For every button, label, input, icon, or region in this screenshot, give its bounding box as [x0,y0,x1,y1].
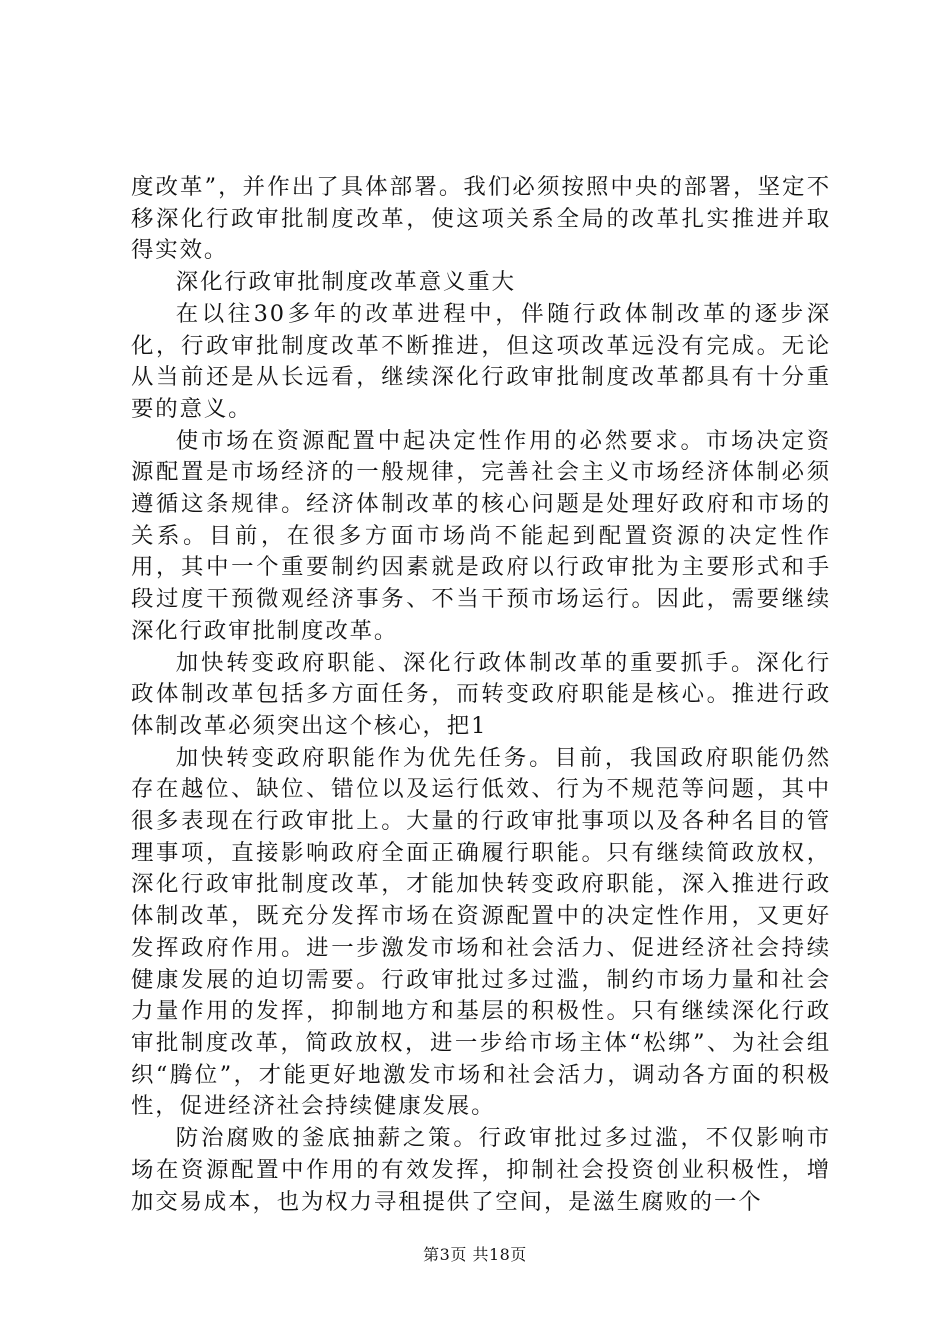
section-heading: 深化行政审批制度改革意义重大 [175,269,516,296]
paragraph: 在以往30多年的改革进程中，伴随行政体制改革的逐步深化，行政审批制度改革不断推进，但这项改革远没有完成。无论从当前还是从长远看，继续深化行政审批制度改革都具有十分重要的意义。 [131,300,831,422]
paragraph: 加快转变政府职能、深化行政体制改革的重要抓手。深化行政体制改革包括多方面任务，而转变政府职能是核心。推进行政体制改革必须突出这个核心，把1 [131,649,831,739]
page-number-footer: 第3页 共18页 [423,1245,527,1264]
paragraph: 使市场在资源配置中起决定性作用的必然要求。市场决定资源配置是市场经济的一般规律，完善社会主义市场经济体制必须遵循这条规律。经济体制改革的核心问题是处理好政府和市场的关系。目前，在很多方面市场尚不能起到配置资源的决定性作用，其中一个重要制约因素就是政府以行政审批为主要形式和手段过度干预微观经济事务、不当干预市场运行。因此，需要继续深化行政审批制度改革。 [131,427,831,644]
paragraph: 加快转变政府职能作为优先任务。目前，我国政府职能仍然存在越位、缺位、错位以及运行低效、行为不规范等问题，其中很多表现在行政审批上。大量的行政审批事项以及各种名目的管理事项，直接影响政府全面正确履行职能。只有继续简政放权，深化行政审批制度改革，才能加快转变政府职能，深入推进行政体制改革，既充分发挥市场在资源配置中的决定性作用，又更好发挥政府作用。进一步激发市场和社会活力、促进经济社会持续健康发展的迫切需要。行政审批过多过滥，制约市场力量和社会力量作用的发挥，抑制地方和基层的积极性。只有继续深化行政审批制度改革，简政放权，进一步给市场主体“松绑”、为社会组织“腾位”，才能更好地激发市场和社会活力，调动各方面的积极性，促进经济社会持续健康发展。 [131,744,831,1120]
paragraph: 防治腐败的釜底抽薪之策。行政审批过多过滥，不仅影响市场在资源配置中作用的有效发挥，抑制社会投资创业积极性，增加交易成本，也为权力寻租提供了空间，是滋生腐败的一个 [131,1125,831,1215]
paragraph-continuation: 度改革”，并作出了具体部署。我们必须按照中央的部署，坚定不移深化行政审批制度改革，使这项关系全局的改革扎实推进并取得实效。 [131,174,831,264]
document-body [131,172,831,1218]
